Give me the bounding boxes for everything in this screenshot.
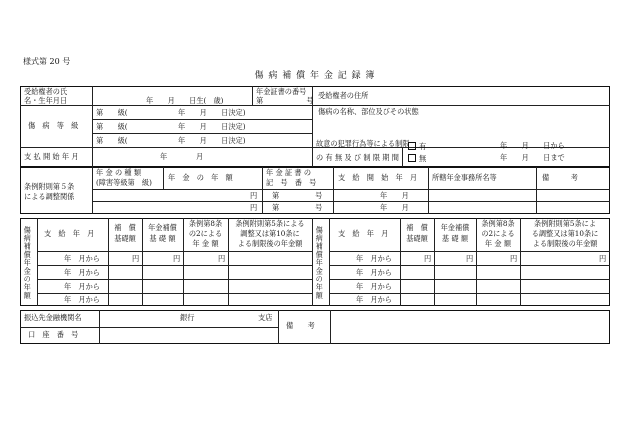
none-checkbox[interactable]: 無 (408, 154, 426, 163)
pay-start-value: 年 月 (160, 152, 204, 161)
left-col-art5-2: 調整又は第10条に (240, 229, 300, 238)
right-col-art5-3: よる制限後の年金額 (532, 239, 598, 248)
annual-amount-label: 年 金 の 年 額 (168, 173, 233, 182)
adjust-side-label-2: による調整関係 (24, 192, 75, 201)
grade-row-1-date: 年 月 日決定) (178, 108, 246, 117)
right-row-2-month: 年 月から (356, 268, 392, 277)
pension-type-label-1: 年 金 の 種 類 (96, 168, 142, 177)
left-col-art8-3: 年 金 額 (192, 239, 219, 248)
right-row-1-base: 円 (424, 254, 432, 263)
grade-row-3-date: 年 月 日決定) (178, 136, 246, 145)
branch-value: 支店 (258, 313, 273, 322)
right-col-art8-3: 年 金 額 (484, 239, 512, 248)
adjust-row-1-cert: 第 号 (272, 191, 323, 200)
left-row-1-art8: 円 (218, 254, 226, 263)
adjust-row-1-start: 年 月 (380, 191, 409, 200)
grade-row-1: 第 級( (96, 108, 128, 117)
left-row-1-month: 年 月から (64, 254, 100, 263)
crime-label-2: の 有 無 及 び 制 限 期 間 (316, 153, 399, 162)
left-col-base-1: 補 償 (114, 223, 136, 232)
right-vertical-label: 傷病補償年金の年額 (315, 226, 325, 300)
grade-row-3: 第 級( (96, 136, 128, 145)
right-row-4-month: 年 月から (356, 295, 392, 304)
address-label: 受給権者の住所 (318, 91, 369, 100)
left-row-2-month: 年 月から (64, 268, 100, 277)
checkbox-icon (408, 154, 416, 162)
recipient-name-label: 受給権者の氏 (24, 87, 68, 96)
recipient-dob-label: 名・生年月日 (24, 96, 68, 105)
left-col-art8-1: 条例第8条 (188, 219, 223, 228)
left-row-1-base: 円 (132, 254, 140, 263)
right-row-1-art5: 円 (599, 254, 607, 263)
pension-type-label-2: (障害等級第 級) (96, 178, 152, 187)
adjust-side-label-1: 条例附則第５条 (24, 182, 75, 191)
right-col-art8-1: 条例第8条 (481, 219, 515, 228)
checkbox-icon (408, 142, 416, 150)
right-col-pbase-2: 基 礎 額 (441, 234, 469, 243)
right-row-1-pbase: 円 (466, 254, 474, 263)
left-col-art5-3: よる制限後の年金額 (237, 239, 303, 248)
adjust-row-1-amount: 円 (250, 191, 258, 200)
right-row-3-month: 年 月から (356, 282, 392, 291)
right-col-art5-1: 条例附則第5条によ (533, 219, 597, 228)
bank-remarks-label: 備 考 (286, 321, 315, 330)
left-col-base-2: 基礎額 (114, 234, 136, 243)
adjust-row-2-amount: 円 (250, 203, 258, 212)
pay-start-label: 支 払 開 始 年 月 (24, 152, 79, 161)
cert-number-label: 年金証書の番号 (256, 87, 307, 96)
adjust-row-2-start: 年 月 (380, 203, 409, 212)
page-title: 傷 病 補 償 年 金 記 録 簿 (254, 71, 376, 81)
left-col-pbase-2: 基 礎 額 (149, 234, 176, 243)
account-number-label: 口 座 番 号 (28, 330, 79, 339)
left-col-month: 支 給 年 月 (44, 229, 95, 238)
right-col-month: 支 給 年 月 (338, 229, 389, 238)
left-row-1-pbase: 円 (173, 254, 181, 263)
grade-label: 傷 病 等 級 (28, 121, 79, 130)
right-col-art5-2: る調整又は第10条に (531, 229, 599, 238)
pension-office-label: 所轄年金事務所名等 (432, 173, 497, 182)
grade-row-2-date: 年 月 日決定) (178, 122, 246, 131)
has-checkbox[interactable]: 有 (408, 142, 426, 151)
bank-name-value: 銀行 (180, 313, 195, 322)
grade-row-2: 第 級( (96, 122, 128, 131)
cert-number-value: 第 号 (256, 96, 314, 105)
adjust-row-2-cert: 第 号 (272, 203, 323, 212)
right-col-base-2: 基礎額 (406, 234, 428, 243)
pay-start-col-label: 支 給 開 始 年 月 (338, 173, 418, 182)
form-number: 様式第 20 号 (23, 57, 71, 66)
adjust-cert-label-1: 年 金 証 書 の (266, 168, 312, 177)
bank-name-label: 振込先金融機関名 (24, 313, 82, 322)
adjust-cert-label-2: 記 号 番 号 (266, 178, 317, 187)
left-col-art5-1: 条例附則第5条による (235, 219, 305, 228)
injury-label: 傷病の名称、部位及びその状態 (318, 107, 419, 116)
right-col-base-1: 補 償 (406, 223, 428, 232)
right-row-1-art8: 円 (510, 254, 518, 263)
none-value: 年 月 日まで (500, 153, 565, 162)
dob-value: 年 月 日生( 歳) (146, 96, 224, 105)
left-col-art8-2: の2による (188, 229, 223, 238)
left-vertical-label: 傷病補償年金の年額 (23, 226, 33, 300)
right-col-art8-2: の2による (481, 229, 515, 238)
crime-label-1: 故意の犯罪行為等による制限 (316, 139, 410, 148)
left-row-3-month: 年 月から (64, 282, 100, 291)
adjust-remarks-label: 備 考 (542, 173, 578, 182)
right-col-pbase-1: 年金補償 (440, 223, 470, 232)
has-value: 年 月 日から (500, 141, 565, 150)
right-row-1-month: 年 月から (356, 254, 392, 263)
left-col-pbase-1: 年金補償 (148, 223, 177, 232)
left-row-4-month: 年 月から (64, 295, 100, 304)
